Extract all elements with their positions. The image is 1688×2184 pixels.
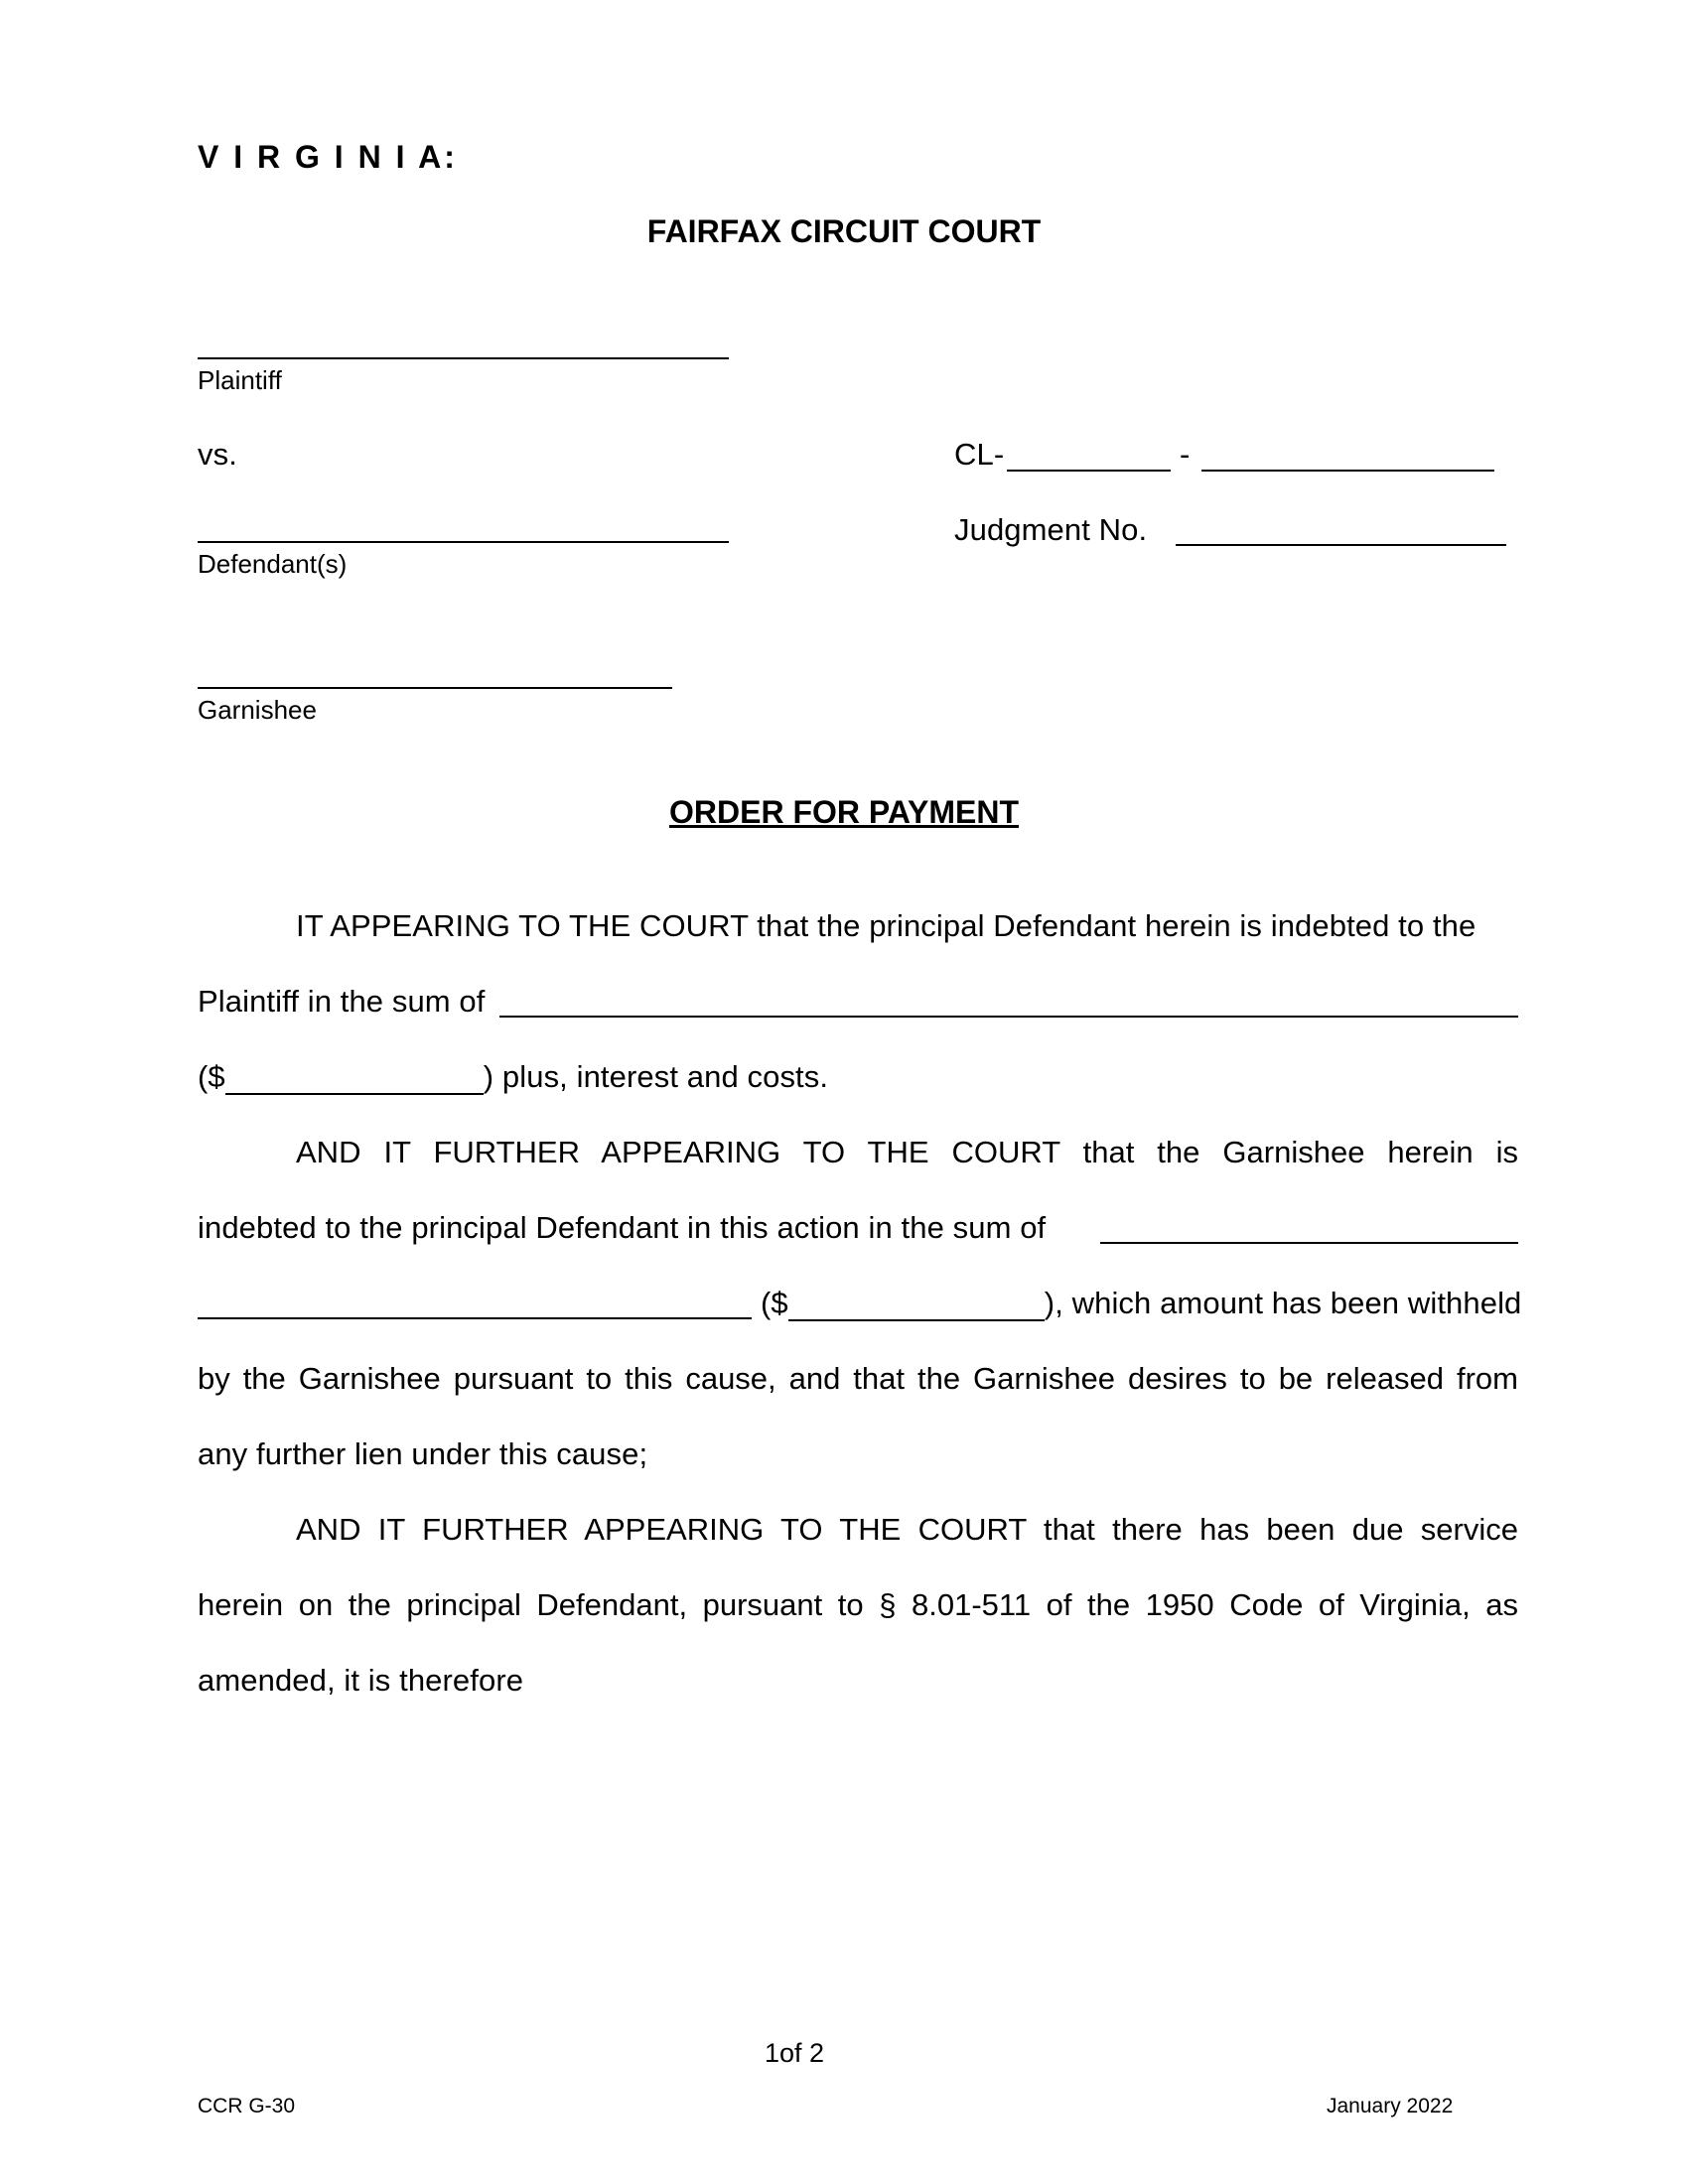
garnishee-label: Garnishee <box>198 695 317 725</box>
order-title: ORDER FOR PAYMENT <box>668 794 1020 830</box>
defendant-label: Defendant(s) <box>198 549 348 579</box>
paragraph-3-line-2 <box>198 1587 1518 1623</box>
case-number-year-field[interactable] <box>1007 470 1171 472</box>
page-number: 1of 2 <box>764 2038 825 2068</box>
paragraph-1-line-3 <box>198 1059 828 1095</box>
paragraph-2-line-4 <box>198 1361 1518 1397</box>
defendant-field[interactable] <box>198 541 729 543</box>
paragraph-2-line-3 <box>761 1286 1521 1321</box>
paragraph-1-line-2 <box>198 984 486 1020</box>
plaintiff-label: Plaintiff <box>198 365 282 395</box>
garnishee-sum-words-field-1[interactable] <box>1100 1242 1518 1244</box>
form-id: CCR G-30 <box>198 2095 296 2117</box>
plaintiff-sum-close: ) plus, interest and costs. <box>483 1059 829 1094</box>
paragraph-3-line-2-text: herein on the principal Defendant, pursuant to § 8.01-511 of the 1950 Code of Virginia, as <box>198 1587 1518 1622</box>
judgment-number-field[interactable] <box>1176 544 1506 546</box>
versus-label: vs. <box>198 437 237 472</box>
garnishee-sum-label: indebted to the principal Defendant in this action in the sum of <box>198 1210 1047 1245</box>
plaintiff-sum-label: Plaintiff in the sum of <box>198 984 486 1019</box>
garnishee-sum-close: ), which amount has been withheld <box>1044 1286 1522 1320</box>
paragraph-3-line-3: amended, it is therefore <box>198 1663 524 1698</box>
plaintiff-sum-amount-field[interactable] <box>225 1063 484 1095</box>
plaintiff-field[interactable] <box>198 357 729 359</box>
judgment-number-label: Judgment No. <box>954 512 1148 547</box>
paragraph-1-line-1: IT APPEARING TO THE COURT that the principal Defendant herein is indebted to the <box>296 908 1477 943</box>
revision-date: January 2022 <box>1327 2095 1454 2117</box>
court-name: FAIRFAX CIRCUIT COURT <box>646 213 1042 249</box>
paragraph-2-line-5: any further lien under this cause; <box>198 1436 648 1471</box>
garnishee-sum-open: ($ <box>761 1286 788 1320</box>
case-number-field[interactable] <box>1201 470 1494 472</box>
paragraph-3-line-1 <box>296 1512 1518 1548</box>
garnishee-field[interactable] <box>198 687 672 689</box>
plaintiff-sum-words-field[interactable] <box>499 1016 1518 1018</box>
plaintiff-sum-open: ($ <box>198 1059 225 1094</box>
case-number-prefix: CL- <box>954 437 1005 472</box>
garnishee-sum-amount-field[interactable] <box>788 1290 1045 1321</box>
paragraph-3-line-1-text: AND IT FURTHER APPEARING TO THE COURT that there has been due service <box>296 1512 1518 1547</box>
paragraph-2-line-4-text: by the Garnishee pursuant to this cause, and that the Garnishee desires to be released from <box>198 1361 1518 1396</box>
paragraph-2-line-1-text: AND IT FURTHER APPEARING TO THE COURT that the Garnishee herein is <box>296 1135 1518 1169</box>
case-number-dash: - <box>1180 437 1191 472</box>
paragraph-2-line-2 <box>198 1210 1046 1246</box>
state-heading: V I R G I N I A: <box>198 139 458 175</box>
paragraph-2-line-1 <box>296 1135 1518 1170</box>
garnishee-sum-words-field-2[interactable] <box>198 1317 752 1319</box>
